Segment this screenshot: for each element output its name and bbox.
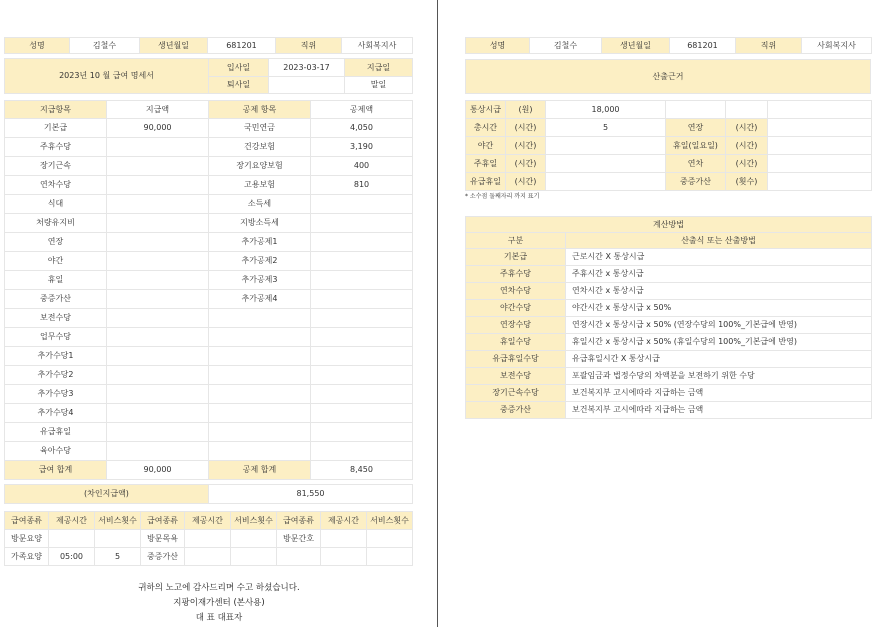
- deduct-item: 고용보험: [209, 176, 311, 195]
- method-formula: 포괄임금과 법정수당의 차액분을 보전하기 위한 수당: [566, 368, 872, 385]
- service-cell: [367, 530, 413, 548]
- basis-value-2: [768, 173, 872, 191]
- service-header-cell: 서비스횟수: [231, 512, 277, 530]
- pay-item: 유급휴일: [5, 423, 107, 442]
- basis-row: [466, 155, 872, 173]
- pay-amount: [107, 309, 209, 328]
- pay-item: 주휴수당: [5, 138, 107, 157]
- basis-label: 주휴일: [466, 155, 506, 173]
- basis-label: 총시간: [466, 119, 506, 137]
- deduct-item: 소득세: [209, 195, 311, 214]
- basis-value: 18,000: [546, 101, 666, 119]
- pay-row: [5, 347, 413, 366]
- pay-amount: [107, 290, 209, 309]
- pay-deduction-table: [4, 100, 413, 480]
- service-cell: [95, 530, 141, 548]
- payslip-title: 2023년 10 월 급여 명세서: [5, 59, 209, 94]
- method-category: 연차수당: [466, 283, 566, 300]
- deduct-amount-header: 공제액: [311, 101, 413, 119]
- method-row: [466, 300, 872, 317]
- thanks-text: 귀하의 노고에 감사드리며 수고 하셨습니다.: [138, 583, 300, 593]
- pay-amount: [107, 138, 209, 157]
- payday-label: 지급일: [345, 59, 413, 77]
- deduct-amount: 3,190: [311, 138, 413, 157]
- pay-item: 야간: [5, 252, 107, 271]
- leave-date-label: 퇴사일: [209, 77, 269, 94]
- basis-row: [466, 137, 872, 155]
- position-value: 사회복지사: [802, 38, 872, 54]
- deduct-amount: 4,050: [311, 119, 413, 138]
- method-row: [466, 317, 872, 334]
- service-cell: [321, 530, 367, 548]
- pay-amount: [107, 252, 209, 271]
- basis-value: [546, 155, 666, 173]
- birth-label: 생년월일: [140, 38, 208, 54]
- deduct-amount: [311, 271, 413, 290]
- deduct-item: 건강보험: [209, 138, 311, 157]
- basis-value-2: [768, 137, 872, 155]
- pay-amount-header: 지급액: [107, 101, 209, 119]
- deduct-item-header: 공제 항목: [209, 101, 311, 119]
- deduct-amount: [311, 404, 413, 423]
- payslip-page: [0, 0, 438, 627]
- service-cell: [231, 530, 277, 548]
- pay-row: [5, 423, 413, 442]
- method-formula: 야간시간 x 통상시급 x 50%: [566, 300, 872, 317]
- deduct-item: [209, 328, 311, 347]
- method-category: 야간수당: [466, 300, 566, 317]
- pay-amount: [107, 328, 209, 347]
- employee-info-table-copy: [465, 37, 872, 54]
- pay-amount: [107, 214, 209, 233]
- deduct-item: [209, 309, 311, 328]
- basis-table: [465, 100, 872, 191]
- pay-item: 보전수당: [5, 309, 107, 328]
- service-cell: [185, 548, 231, 566]
- service-cell: [49, 530, 95, 548]
- basis-unit: (시간): [506, 155, 546, 173]
- method-col-formula: 산출식 또는 산출방법: [566, 233, 872, 249]
- deduct-amount: [311, 214, 413, 233]
- method-formula: 보건복지부 고시에따라 지급하는 금액: [566, 402, 872, 419]
- pay-total: 90,000: [107, 461, 209, 480]
- service-header-cell: 제공시간: [321, 512, 367, 530]
- basis-unit-2: (횟수): [726, 173, 768, 191]
- deduct-item: 국민연금: [209, 119, 311, 138]
- pay-item: 휴일: [5, 271, 107, 290]
- representative: 대 표 대표자: [195, 613, 243, 623]
- pay-amount: [107, 385, 209, 404]
- total-row: [5, 461, 413, 480]
- basis-row: [466, 119, 872, 137]
- method-row: [466, 334, 872, 351]
- method-formula: 보건복지부 고시에따라 지급하는 금액: [566, 385, 872, 402]
- deduct-amount: 810: [311, 176, 413, 195]
- pay-amount: [107, 347, 209, 366]
- basis-unit: (시간): [506, 137, 546, 155]
- position-value: 사회복지사: [342, 38, 413, 54]
- calculation-page: [440, 0, 896, 627]
- service-cell: 방문요양: [5, 530, 49, 548]
- pay-row: [5, 119, 413, 138]
- basis-label: 야간: [466, 137, 506, 155]
- method-row: [466, 351, 872, 368]
- basis-value: [546, 137, 666, 155]
- pay-row: [5, 252, 413, 271]
- deduct-item: 장기요양보험: [209, 157, 311, 176]
- service-header-cell: 급여종류: [5, 512, 49, 530]
- pay-row: [5, 385, 413, 404]
- method-row: [466, 283, 872, 300]
- pay-amount: [107, 195, 209, 214]
- employee-info-table: [4, 37, 413, 54]
- basis-label-2: 중증가산: [666, 173, 726, 191]
- pay-row: [5, 176, 413, 195]
- basis-title-table: [465, 59, 871, 94]
- pay-amount: [107, 157, 209, 176]
- method-category: 중증가산: [466, 402, 566, 419]
- deduct-total-label: 공제 합계: [209, 461, 311, 480]
- method-row: [466, 266, 872, 283]
- pay-row: [5, 290, 413, 309]
- pay-amount: [107, 404, 209, 423]
- service-cell: 방문목욕: [141, 530, 185, 548]
- pay-amount: [107, 233, 209, 252]
- method-formula: 연장시간 x 통상시급 x 50% (연장수당의 100%_기본급에 반영): [566, 317, 872, 334]
- basis-unit: (시간): [506, 119, 546, 137]
- pay-row: [5, 271, 413, 290]
- deduct-item: [209, 366, 311, 385]
- pay-item-header: 지급항목: [5, 101, 107, 119]
- deduct-amount: [311, 442, 413, 461]
- pay-amount: [107, 176, 209, 195]
- birth-value: 681201: [208, 38, 276, 54]
- method-title: 계산방법: [466, 217, 872, 233]
- method-category: 연장수당: [466, 317, 566, 334]
- birth-value: 681201: [670, 38, 736, 54]
- deduct-item: [209, 347, 311, 366]
- deduct-item: 추가공제1: [209, 233, 311, 252]
- service-cell: [231, 548, 277, 566]
- deduct-total: 8,450: [311, 461, 413, 480]
- method-row: [466, 402, 872, 419]
- net-pay-amount: 81,550: [209, 485, 413, 504]
- service-header-cell: 급여종류: [141, 512, 185, 530]
- pay-row: [5, 214, 413, 233]
- method-category: 보전수당: [466, 368, 566, 385]
- net-pay-label: (차인지급액): [5, 485, 209, 504]
- pay-amount: 90,000: [107, 119, 209, 138]
- deduct-amount: [311, 366, 413, 385]
- pay-amount: [107, 442, 209, 461]
- basis-value: [546, 173, 666, 191]
- pay-row: [5, 309, 413, 328]
- service-header-row: [5, 512, 413, 530]
- deduct-item: 추가공제4: [209, 290, 311, 309]
- basis-unit-2: [726, 101, 768, 119]
- deduct-item: [209, 442, 311, 461]
- pay-item: 식대: [5, 195, 107, 214]
- service-cell: 05:00: [49, 548, 95, 566]
- basis-title: 산출근거: [466, 60, 871, 94]
- method-table: [465, 216, 872, 419]
- position-label: 직위: [276, 38, 342, 54]
- basis-unit: (시간): [506, 173, 546, 191]
- service-header-cell: 급여종류: [277, 512, 321, 530]
- company-name: 지팡이재가센터 (본사용): [173, 598, 265, 608]
- basis-unit-2: (시간): [726, 155, 768, 173]
- pay-amount: [107, 271, 209, 290]
- method-category: 장기근속수당: [466, 385, 566, 402]
- pay-item: 기본급: [5, 119, 107, 138]
- pay-item: 중증가산: [5, 290, 107, 309]
- deduct-item: [209, 404, 311, 423]
- deduct-item: 추가공제3: [209, 271, 311, 290]
- service-cell: 방문간호: [277, 530, 321, 548]
- method-formula: 근로시간 X 통상시급: [566, 249, 872, 266]
- pay-row: [5, 442, 413, 461]
- basis-value-2: [768, 119, 872, 137]
- deduct-item: [209, 423, 311, 442]
- deduct-amount: [311, 252, 413, 271]
- basis-row: [466, 101, 872, 119]
- deduct-amount: [311, 385, 413, 404]
- method-row: [466, 385, 872, 402]
- deduct-amount: [311, 233, 413, 252]
- service-cell: [185, 530, 231, 548]
- basis-unit-2: (시간): [726, 137, 768, 155]
- pay-item: 추가수당1: [5, 347, 107, 366]
- basis-label: 유급휴일: [466, 173, 506, 191]
- deduct-amount: [311, 290, 413, 309]
- basis-label-2: [666, 101, 726, 119]
- pay-row: [5, 138, 413, 157]
- method-formula: 연차시간 x 통상시급: [566, 283, 872, 300]
- position-label: 직위: [736, 38, 802, 54]
- method-row: [466, 368, 872, 385]
- service-cell: [277, 548, 321, 566]
- join-date-label: 입사일: [209, 59, 269, 77]
- pay-row: [5, 195, 413, 214]
- service-cell: [321, 548, 367, 566]
- pay-item: 연차수당: [5, 176, 107, 195]
- service-row: [5, 548, 413, 566]
- deduct-amount: [311, 347, 413, 366]
- pay-row: [5, 404, 413, 423]
- service-header-cell: 제공시간: [49, 512, 95, 530]
- service-row: [5, 530, 413, 548]
- pay-row: [5, 157, 413, 176]
- service-cell: 가족요양: [5, 548, 49, 566]
- deduct-item: 추가공제2: [209, 252, 311, 271]
- pay-total-label: 급여 합계: [5, 461, 107, 480]
- deduct-item: [209, 385, 311, 404]
- pay-item: 업무수당: [5, 328, 107, 347]
- deduct-amount: [311, 309, 413, 328]
- name-label: 성명: [466, 38, 530, 54]
- basis-label-2: 연장: [666, 119, 726, 137]
- method-formula: 휴일시간 x 통상시급 x 50% (휴일수당의 100%_기본급에 반영): [566, 334, 872, 351]
- deduct-amount: [311, 423, 413, 442]
- deduct-amount: [311, 195, 413, 214]
- basis-label: 통상시급: [466, 101, 506, 119]
- deduct-amount: 400: [311, 157, 413, 176]
- service-header-cell: 서비스횟수: [367, 512, 413, 530]
- pay-item: 장기근속: [5, 157, 107, 176]
- payslip-header-table: [4, 58, 413, 94]
- pay-item: 육아수당: [5, 442, 107, 461]
- service-cell: [367, 548, 413, 566]
- pay-amount: [107, 366, 209, 385]
- basis-row: [466, 173, 872, 191]
- name-label: 성명: [5, 38, 70, 54]
- method-formula: 주휴시간 x 통상시급: [566, 266, 872, 283]
- rounding-note: * 소수점 둘째자리 까지 표기: [465, 193, 540, 200]
- pay-item: 추가수당4: [5, 404, 107, 423]
- basis-label-2: 휴일(일요일): [666, 137, 726, 155]
- basis-unit: (원): [506, 101, 546, 119]
- service-cell: 5: [95, 548, 141, 566]
- method-row: [466, 249, 872, 266]
- method-category: 기본급: [466, 249, 566, 266]
- service-header-cell: 제공시간: [185, 512, 231, 530]
- pay-amount: [107, 423, 209, 442]
- method-col-category: 구분: [466, 233, 566, 249]
- basis-value-2: [768, 101, 872, 119]
- basis-value: 5: [546, 119, 666, 137]
- pay-item: 추가수당3: [5, 385, 107, 404]
- pay-item: 연장: [5, 233, 107, 252]
- birth-label: 생년월일: [602, 38, 670, 54]
- method-category: 유급휴일수당: [466, 351, 566, 368]
- pay-row: [5, 328, 413, 347]
- method-category: 휴일수당: [466, 334, 566, 351]
- service-header-cell: 서비스횟수: [95, 512, 141, 530]
- name-value: 김철수: [70, 38, 140, 54]
- deduct-amount: [311, 328, 413, 347]
- basis-unit-2: (시간): [726, 119, 768, 137]
- deduct-item: 지방소득세: [209, 214, 311, 233]
- pay-item: 처량유지비: [5, 214, 107, 233]
- service-cell: 중증가산: [141, 548, 185, 566]
- payday-value: 말일: [345, 77, 413, 94]
- leave-date-value: [269, 77, 345, 94]
- service-table: [4, 511, 413, 566]
- pay-item: 추가수당2: [5, 366, 107, 385]
- join-date-value: 2023-03-17: [269, 59, 345, 77]
- basis-label-2: 연차: [666, 155, 726, 173]
- pay-row: [5, 366, 413, 385]
- method-category: 주휴수당: [466, 266, 566, 283]
- net-pay-table: [4, 484, 413, 504]
- pay-row: [5, 233, 413, 252]
- basis-value-2: [768, 155, 872, 173]
- method-formula: 유급휴일시간 X 통상시급: [566, 351, 872, 368]
- name-value: 김철수: [530, 38, 602, 54]
